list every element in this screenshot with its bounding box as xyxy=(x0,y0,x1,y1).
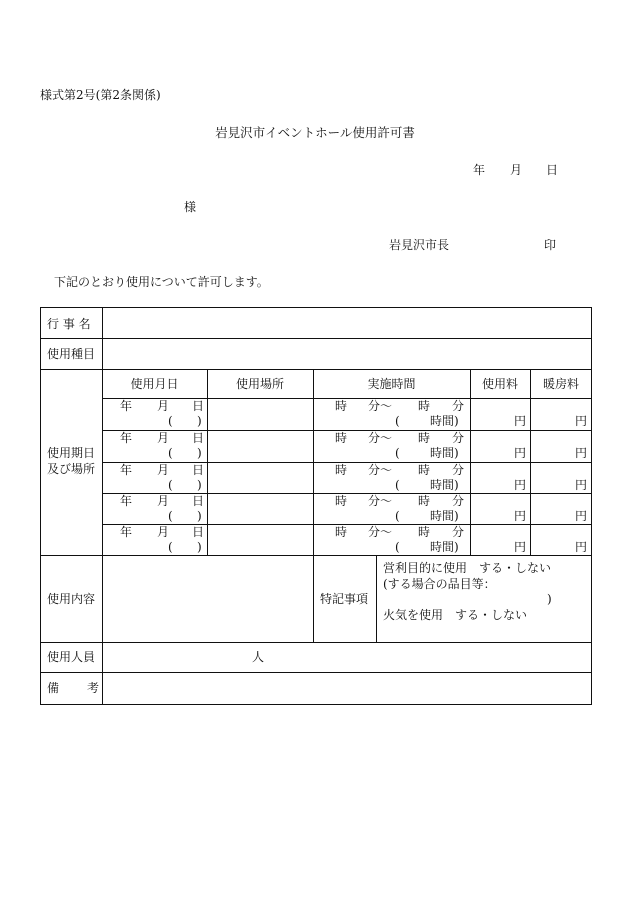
fee-yen: 円 xyxy=(514,478,527,492)
weekday-close: ) xyxy=(197,414,202,428)
heating-yen: 円 xyxy=(575,540,588,554)
end-minute: 分 xyxy=(452,494,465,508)
start-minute: 分〜 xyxy=(368,431,393,445)
attendees-unit: 人 xyxy=(252,650,265,664)
column-divider xyxy=(313,369,314,642)
weekday-open: ( xyxy=(168,540,173,554)
table-border-bottom xyxy=(40,704,592,705)
end-minute: 分 xyxy=(452,463,465,477)
duration-open: ( xyxy=(395,509,400,523)
date-year: 年 xyxy=(473,163,486,177)
usage-month: 月 xyxy=(157,431,170,445)
row-divider xyxy=(40,338,592,339)
weekday-close: ) xyxy=(197,478,202,492)
duration-open: ( xyxy=(395,446,400,460)
usage-month: 月 xyxy=(157,525,170,539)
duration-close: 時間) xyxy=(430,540,459,554)
intro-text: 下記のとおり使用について許可します。 xyxy=(54,275,269,289)
remarks-label-1: 備 xyxy=(47,681,60,695)
column-header-usage-date: 使用月日 xyxy=(130,377,179,391)
column-header-time: 実施時間 xyxy=(367,377,416,391)
weekday-open: ( xyxy=(168,446,173,460)
column-divider xyxy=(530,369,531,555)
weekday-open: ( xyxy=(168,478,173,492)
start-minute: 分〜 xyxy=(368,399,393,413)
start-hour: 時 xyxy=(335,525,348,539)
date-day: 日 xyxy=(546,163,559,177)
column-header-heating: 暖房料 xyxy=(542,377,579,391)
usage-year: 年 xyxy=(120,525,133,539)
heating-yen: 円 xyxy=(575,446,588,460)
special-note-fire: 火気を使用 する・しない xyxy=(383,608,528,622)
fee-yen: 円 xyxy=(514,414,527,428)
start-hour: 時 xyxy=(335,431,348,445)
end-minute: 分 xyxy=(452,399,465,413)
special-notes-label: 特記事項 xyxy=(320,592,369,606)
usage-type-label: 使用種目 xyxy=(47,347,96,361)
duration-close: 時間) xyxy=(430,414,459,428)
event-name-label: 行 事 名 xyxy=(47,317,91,331)
usage-year: 年 xyxy=(120,494,133,508)
usage-day: 日 xyxy=(192,525,205,539)
label-column-divider xyxy=(102,307,103,705)
remarks-label-2: 考 xyxy=(87,681,100,695)
usage-day: 日 xyxy=(192,431,205,445)
usage-month: 月 xyxy=(157,399,170,413)
usage-year: 年 xyxy=(120,431,133,445)
content-label: 使用内容 xyxy=(47,592,96,606)
column-divider xyxy=(470,369,471,555)
row-divider xyxy=(40,555,592,556)
duration-close: 時間) xyxy=(430,446,459,460)
start-minute: 分〜 xyxy=(368,463,393,477)
duration-open: ( xyxy=(395,540,400,554)
duration-close: 時間) xyxy=(430,509,459,523)
attendees-label: 使用人員 xyxy=(47,650,96,664)
weekday-open: ( xyxy=(168,509,173,523)
column-header-venue: 使用場所 xyxy=(235,377,284,391)
usage-year: 年 xyxy=(120,399,133,413)
table-border-right xyxy=(591,307,592,705)
end-hour: 時 xyxy=(418,431,431,445)
heating-yen: 円 xyxy=(575,478,588,492)
start-minute: 分〜 xyxy=(368,494,393,508)
period-label-line2: 及び場所 xyxy=(47,462,96,476)
weekday-open: ( xyxy=(168,414,173,428)
usage-day: 日 xyxy=(192,399,205,413)
table-border-top xyxy=(40,307,592,308)
column-divider xyxy=(376,555,377,642)
usage-year: 年 xyxy=(120,463,133,477)
end-hour: 時 xyxy=(418,463,431,477)
duration-close: 時間) xyxy=(430,478,459,492)
permit-table xyxy=(40,307,592,705)
end-hour: 時 xyxy=(418,399,431,413)
special-note-commercial: 営利目的に使用 する・しない xyxy=(383,561,552,575)
start-minute: 分〜 xyxy=(368,525,393,539)
special-note-items: (する場合の品目等： xyxy=(383,577,496,591)
end-hour: 時 xyxy=(418,494,431,508)
start-hour: 時 xyxy=(335,399,348,413)
row-divider xyxy=(40,642,592,643)
duration-open: ( xyxy=(395,478,400,492)
column-header-fee: 使用料 xyxy=(481,377,518,391)
special-note-items-close: ) xyxy=(547,592,552,606)
end-minute: 分 xyxy=(452,431,465,445)
document-title: 岩見沢市イベントホール使用許可書 xyxy=(215,125,415,140)
weekday-close: ) xyxy=(197,540,202,554)
heating-yen: 円 xyxy=(575,414,588,428)
heating-yen: 円 xyxy=(575,509,588,523)
start-hour: 時 xyxy=(335,494,348,508)
row-divider xyxy=(40,672,592,673)
start-hour: 時 xyxy=(335,463,348,477)
form-number: 様式第2号(第2条関係) xyxy=(40,88,161,102)
end-hour: 時 xyxy=(418,525,431,539)
column-divider xyxy=(207,369,208,555)
duration-open: ( xyxy=(395,414,400,428)
addressee-suffix: 様 xyxy=(184,200,197,214)
fee-yen: 円 xyxy=(514,446,527,460)
weekday-close: ) xyxy=(197,509,202,523)
fee-yen: 円 xyxy=(514,540,527,554)
usage-month: 月 xyxy=(157,494,170,508)
fee-yen: 円 xyxy=(514,509,527,523)
usage-day: 日 xyxy=(192,463,205,477)
row-divider xyxy=(40,369,592,370)
usage-month: 月 xyxy=(157,463,170,477)
issuer-name: 岩見沢市長 xyxy=(389,238,450,252)
usage-day: 日 xyxy=(192,494,205,508)
end-minute: 分 xyxy=(452,525,465,539)
seal-mark: 印 xyxy=(544,238,557,252)
weekday-close: ) xyxy=(197,446,202,460)
table-border-left xyxy=(40,307,41,705)
date-month: 月 xyxy=(510,163,523,177)
period-label-line1: 使用期日 xyxy=(47,446,96,460)
